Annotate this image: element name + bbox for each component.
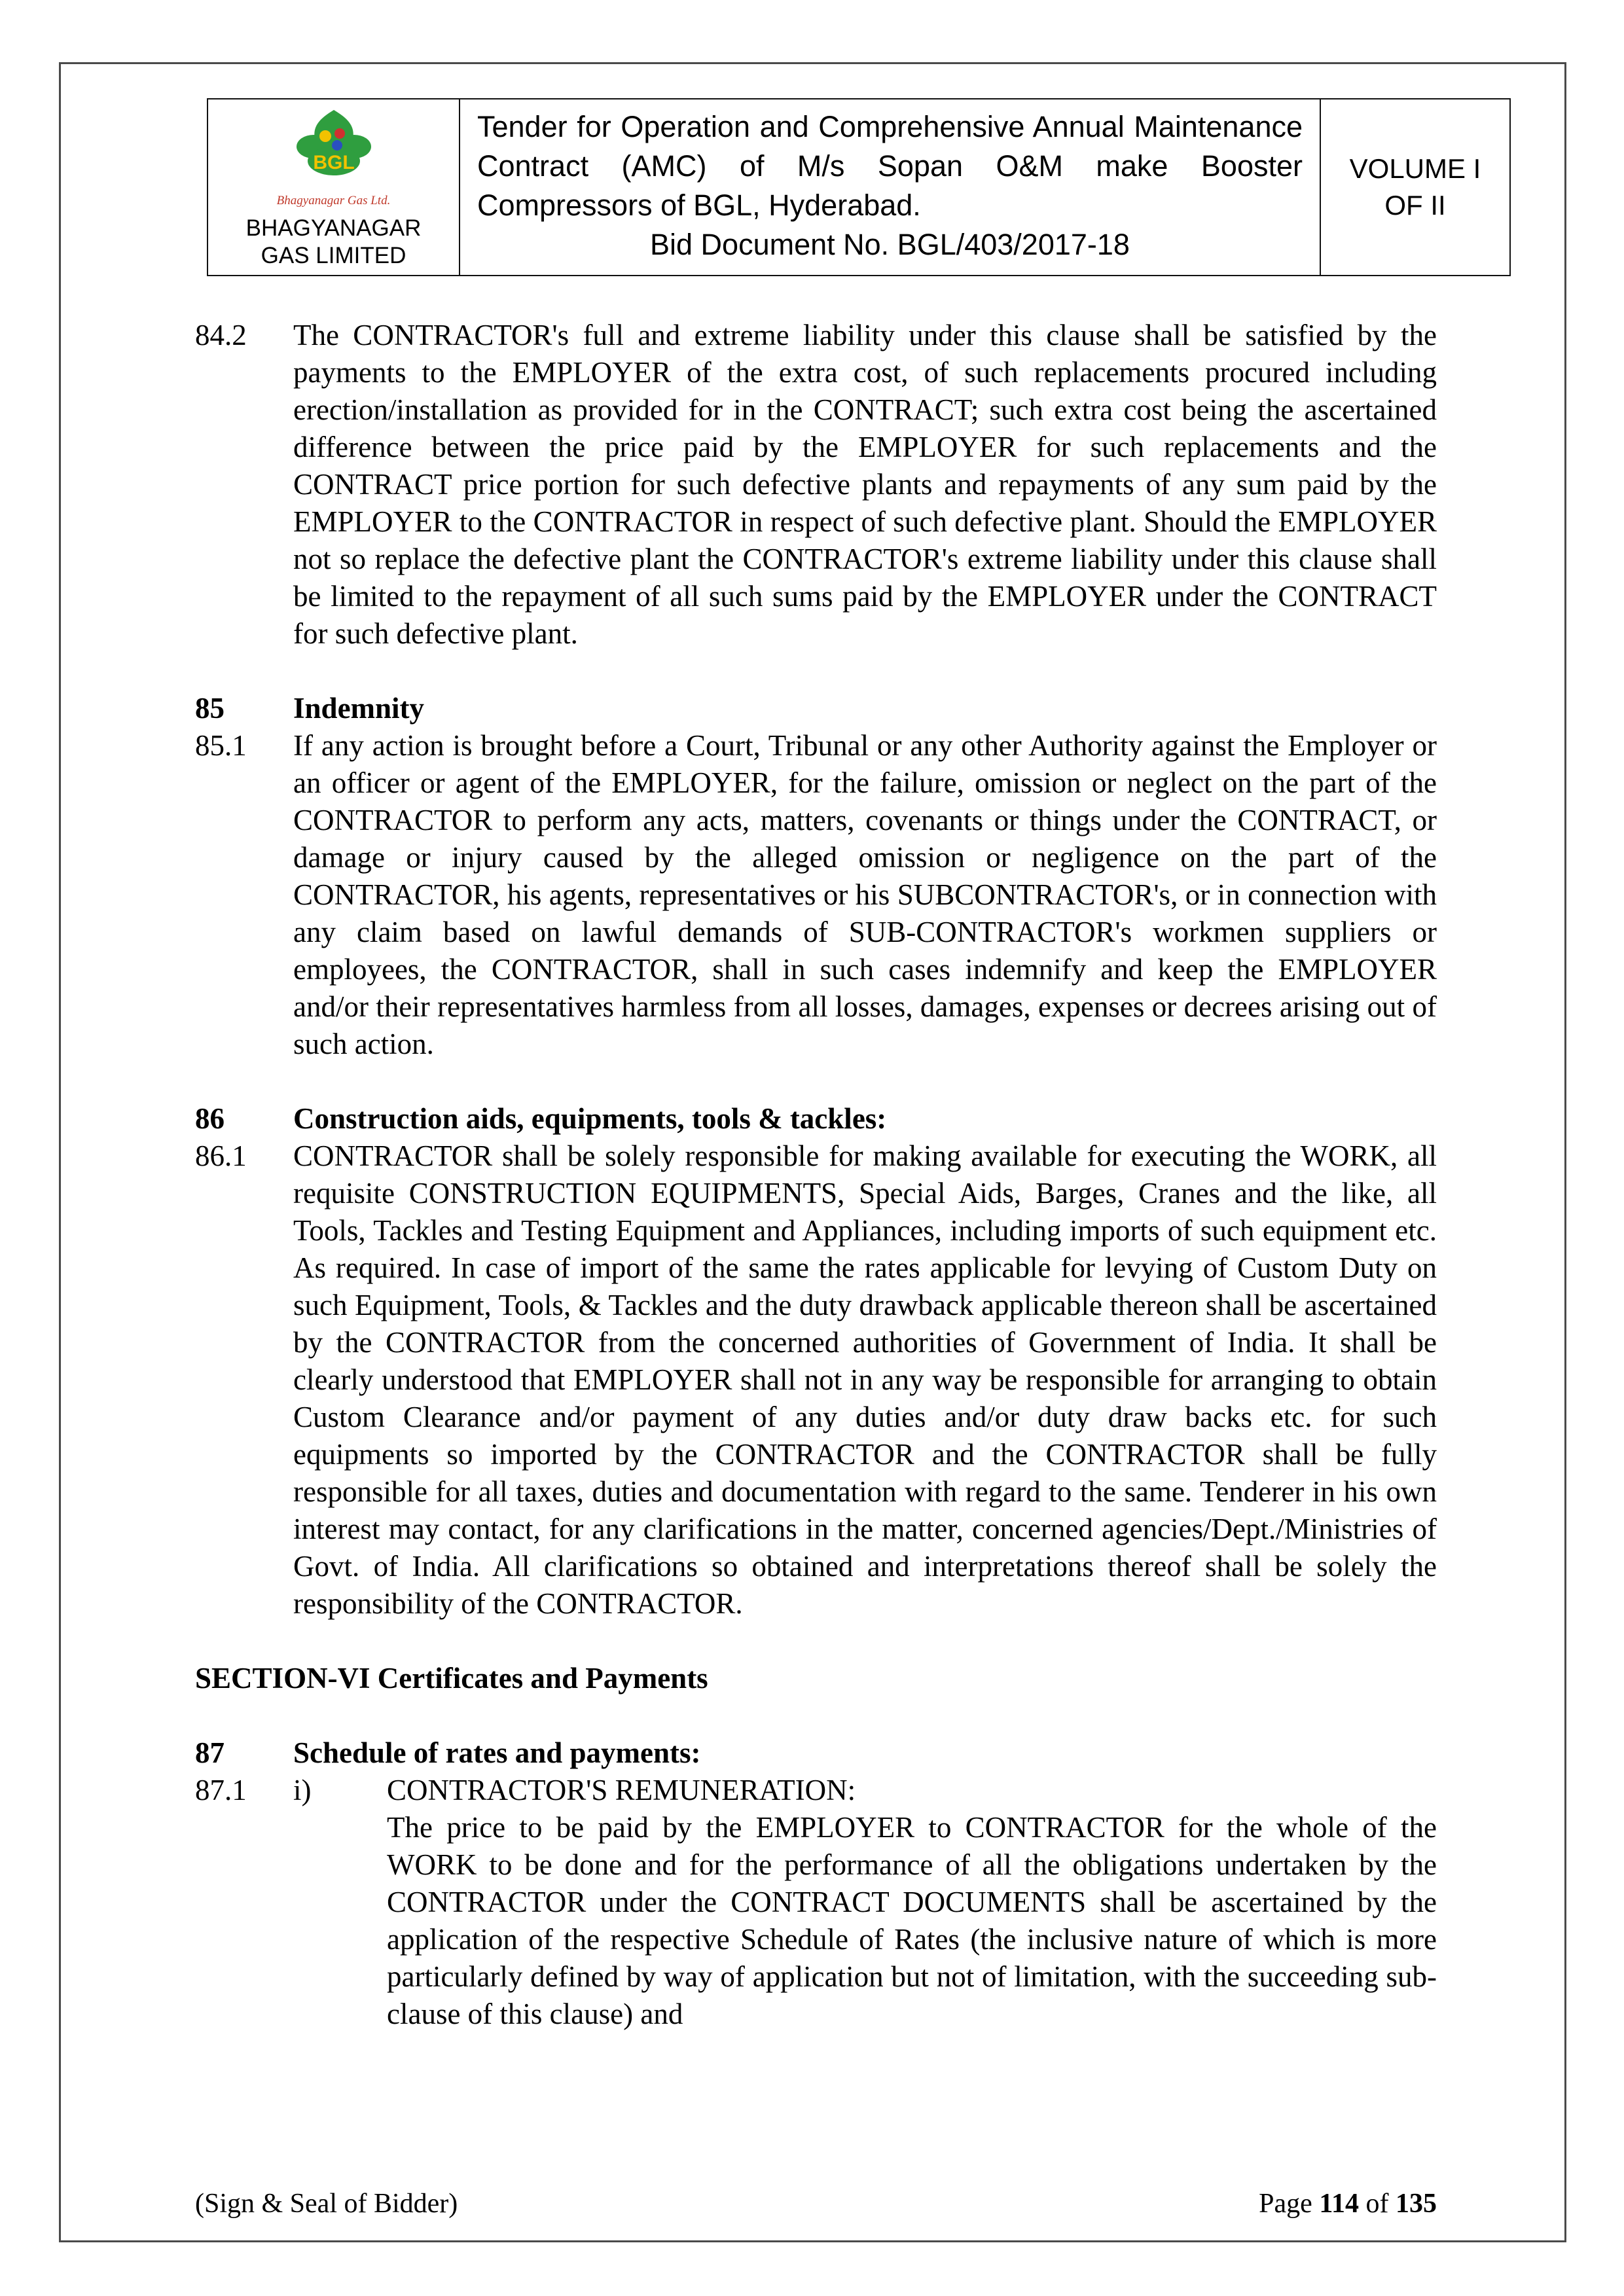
clause-86-1 bbox=[195, 1138, 1437, 1623]
spacer bbox=[195, 653, 1437, 690]
clause-number: 85.1 bbox=[195, 729, 247, 762]
page-border-frame bbox=[59, 62, 1566, 2242]
page-number-label bbox=[1259, 2188, 1437, 2219]
page-total: 135 bbox=[1396, 2189, 1437, 2219]
heading-86 bbox=[195, 1100, 1437, 1138]
clause-number: 87 bbox=[195, 1736, 225, 1769]
clause-text: If any action is brought before a Court, Tribunal or any other Authority against the Employer or an officer or agent of the EMPLOYER, for the failure, omission or neglect on the part of the CONTRACTOR to perform any acts, matters, covenants or things under the CONTRACT, or damage or injury caused by the alleged omission or negligence on the part of the CONTRACTOR, his agents, representatives or his SUBCONTRACTOR's, or in connection with any claim based on lawful demands of SUB-CONTRACTOR's workmen suppliers or employees, the CONTRACTOR, shall in such cases indemnify and keep the EMPLOYER and/or their representatives harmless from all losses, damages, expenses or decrees arising out of such action. bbox=[293, 729, 1437, 1060]
document-header bbox=[207, 98, 1511, 276]
page-number: 114 bbox=[1319, 2189, 1359, 2219]
clause-number: 87.1 bbox=[195, 1774, 247, 1806]
clause-87-1 bbox=[195, 1772, 1437, 2033]
bid-document-number: Bid Document No. BGL/403/2017-18 bbox=[650, 228, 1130, 261]
clause-84-2 bbox=[195, 317, 1437, 653]
clause-heading: Schedule of rates and payments: bbox=[293, 1736, 701, 1769]
sign-seal-label: (Sign & Seal of Bidder) bbox=[195, 2189, 458, 2219]
logo-cell bbox=[208, 99, 460, 275]
subclause-marker: i) bbox=[293, 1774, 312, 1806]
title-cell bbox=[460, 99, 1321, 275]
clause-heading: Indemnity bbox=[293, 692, 425, 725]
subclause-text: The price to be paid by the EMPLOYER to CONTRACTOR for the whole of the WORK to be done and for the performance of all the obligations undertaken by the CONTRACTOR under the CONTRACT DOCUMENTS shall be ascertained by the application of the respective Schedule of Rates (the inclusive nature of which is more particularly defined by way of application but not of limitation, with the succeeding sub-clause of this clause) and bbox=[387, 1811, 1437, 2030]
spacer bbox=[195, 1063, 1437, 1100]
volume-line2: OF II bbox=[1384, 190, 1446, 221]
heading-87 bbox=[195, 1734, 1437, 1772]
clause-85-1 bbox=[195, 727, 1437, 1063]
clause-text: The CONTRACTOR's full and extreme liability under this clause shall be satisfied by the payments to the EMPLOYER of the extra cost, of such replacements procured including erection/installation as provided for in the CONTRACT; such extra cost being the ascertained difference between the price paid by the EMPLOYER for such replacements and the CONTRACT price portion for such defective plants and repayments of any sum paid by the EMPLOYER to the CONTRACTOR in respect of such defective plant. Should the EMPLOYER not so replace the defective plant the CONTRACTOR's extreme liability under this clause shall be limited to the repayment of all such sums paid by the EMPLOYER under the CONTRACT for such defective plant. bbox=[293, 319, 1437, 650]
svg-text:BGL: BGL bbox=[312, 152, 355, 173]
clause-number: 86 bbox=[195, 1102, 225, 1135]
page-prefix: Page bbox=[1259, 2189, 1320, 2219]
spacer bbox=[195, 1697, 1437, 1734]
section-vi-title: SECTION-VI Certificates and Payments bbox=[195, 1662, 708, 1695]
logo-caption: Bhagyanagar Gas Ltd. bbox=[276, 194, 391, 207]
tender-title: Tender for Operation and Comprehensive Annual Maintenance Contract (AMC) of M/s Sopan O&M make Booster Compressors of BGL, Hyderabad. bbox=[477, 110, 1303, 222]
page-footer bbox=[195, 2188, 1437, 2219]
company-name: BHAGYANAGAR GAS LIMITED bbox=[245, 215, 422, 268]
volume-line1: VOLUME I bbox=[1349, 153, 1481, 184]
page-middle: of bbox=[1359, 2189, 1396, 2219]
clause-number: 84.2 bbox=[195, 319, 247, 351]
subclause-title: CONTRACTOR'S REMUNERATION: bbox=[387, 1774, 856, 1806]
subclause-body bbox=[387, 1772, 1437, 2033]
clause-number: 85 bbox=[195, 692, 225, 725]
heading-85 bbox=[195, 690, 1437, 727]
volume-cell bbox=[1321, 99, 1509, 275]
bgl-logo-icon bbox=[285, 106, 383, 192]
clause-number: 86.1 bbox=[195, 1139, 247, 1172]
spacer bbox=[195, 1623, 1437, 1660]
clause-heading: Construction aids, equipments, tools & tackles: bbox=[293, 1102, 887, 1135]
clause-text: CONTRACTOR shall be solely responsible for making available for executing the WORK, all requisite CONSTRUCTION EQUIPMENTS, Special Aids, Barges, Cranes and the like, all Tools, Tackles and Testing Equipment and Appliances, including imports of such equipment etc. As required. In case of import of the same the rates applicable for levying of Custom Duty on such Equipment, Tools, & Tackles and the duty drawback applicable thereon shall be ascertained by the CONTRACTOR from the concerned authorities of Government of India. It shall be clearly understood that EMPLOYER shall not in any way be responsible for arranging to obtain Custom Clearance and/or payment of any duties and/or duty draw backs etc. for such equipments so imported by the CONTRACTOR and the CONTRACTOR shall be fully responsible for all taxes, duties and documentation with regard to the same. Tenderer in his own interest may contact, for any clarifications in the matter, concerned agencies/Dept./Ministries of Govt. of India. All clarifications so obtained and interpretations thereof shall be solely the responsibility of the CONTRACTOR. bbox=[293, 1139, 1437, 1620]
